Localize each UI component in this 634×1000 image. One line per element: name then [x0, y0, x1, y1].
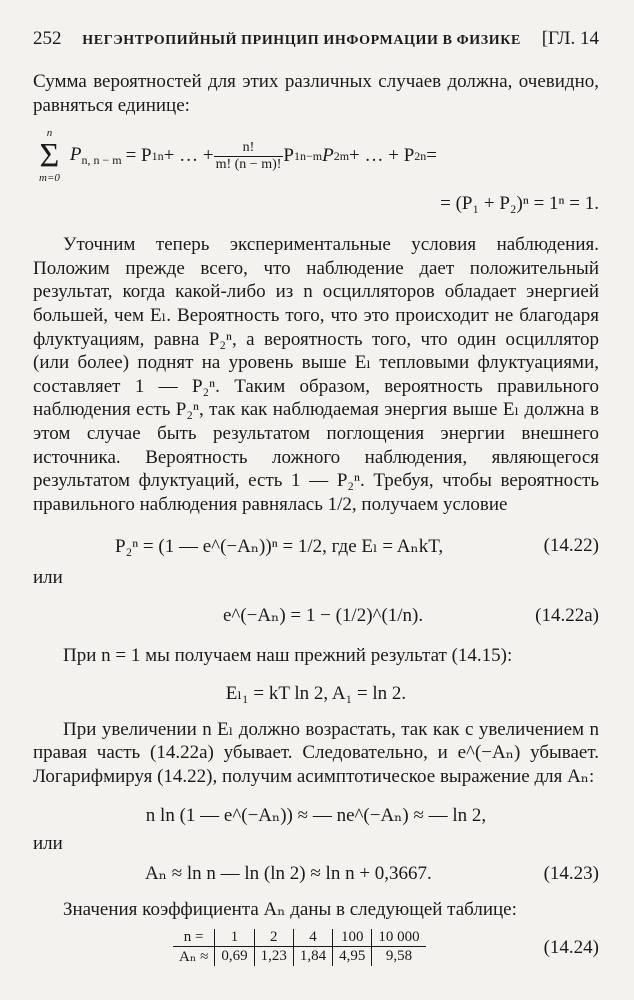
eq2-text: P₂ⁿ = (1 — e^(−Aₙ))ⁿ = 1/2, где Eₗ = AₙkT,: [115, 535, 444, 557]
eq1-lhs: P: [69, 144, 82, 166]
eq3-text: e^(−Aₙ) = 1 − (1/2)^(1/n).: [223, 605, 424, 627]
table-cell: 1,84: [293, 947, 332, 967]
eq1-part-d: + … + P: [349, 145, 415, 167]
word-or-1: или: [33, 567, 63, 589]
eq1-part-c: P: [283, 145, 294, 167]
table-cell: 10 000: [372, 929, 426, 947]
book-page: [33, 28, 599, 966]
word-or-2: или: [33, 833, 63, 855]
paragraph-1: Сумма вероятностей для этих различных случаев должна, очевидно, равняться единице:: [33, 71, 599, 116]
eq4-text: Eₗ₁ = kT ln 2, A₁ = ln 2.: [225, 683, 407, 704]
eq1-fraction: [214, 140, 284, 173]
table-cell: 2: [254, 929, 293, 947]
paragraph-4: При увеличении n Eₗ должно возрастать, так как с увеличением n правая часть (14.22a) убывает. Следовательно, и e^(−Aₙ) убывает. Логарифмируя (14.22), получим асимптотическое выражение для Aₙ:: [33, 718, 599, 787]
eq6-text: Aₙ ≈ ln n — ln (ln 2) ≈ ln n + 0,3667.: [145, 863, 432, 885]
eq2-number: (14.22): [543, 535, 599, 557]
values-table: [173, 929, 426, 966]
paragraph-2: Уточним теперь экспериментальные условия наблюдения. Положим прежде всего, что наблюдение дает положительный результат, когда какой-либо из n осцилляторов обладает энергией большей, чем Eₗ. Вероятность того, что это происходит не благодаря флуктуациям, равна P₂ⁿ, а вероятность того, что один осциллятор (или более) поднят на уровень выше Eₗ тепловыми флуктуациями, составляет 1 — P₂ⁿ. Таким образом, вероятность правильного наблюдения есть P₂ⁿ, так как наблюдаемая энергия выше Eₗ должна в этом случае быть результатом поглощения энергии внешнего источника. Вероятность ложного наблюдения, являющегося результатом флуктуаций, есть 1 — P₂ⁿ. Требуя, чтобы вероятность правильного наблюдения равнялась 1/2, получаем условие: [33, 234, 599, 515]
eq6-number: (14.23): [543, 862, 599, 884]
eq1-frac-num: n!: [214, 140, 284, 157]
page-header: [33, 28, 599, 62]
values-table-block: [33, 929, 599, 966]
table-row-n-label: n =: [173, 929, 215, 947]
table-row-a: [173, 947, 426, 967]
table-cell: 4: [293, 929, 332, 947]
page-number: 252: [33, 28, 62, 49]
sum-symbol: n Σ m=0: [39, 127, 60, 185]
paragraph-5: Значения коэффициента Aₙ даны в следующей таблице:: [63, 898, 517, 920]
eq1-part-b: + … +: [163, 145, 214, 167]
equation-14-23: [33, 856, 599, 892]
sum-lower-limit: m=0: [39, 172, 60, 185]
table-cell: 1: [215, 929, 254, 947]
chapter-label: [ГЛ. 14: [541, 28, 599, 49]
equation-result: [33, 678, 599, 710]
eq1-part-a: = P: [125, 145, 152, 167]
eq1-line2: = (P₁ + P₂)ⁿ = 1ⁿ = 1.: [440, 193, 599, 215]
eq3-number: (14.22a): [535, 604, 599, 626]
sum-upper-limit: n: [46, 127, 53, 140]
paragraph-3: При n = 1 мы получаем наш прежний результат (14.15):: [63, 644, 513, 666]
table-cell: 4,95: [333, 947, 372, 967]
table-cell: 9,58: [372, 947, 426, 967]
equation-14-22: [33, 526, 599, 566]
eq1-lhs-sub: n, n − m: [81, 153, 122, 168]
running-title: НЕГЭНТРОПИЙНЫЙ ПРИНЦИП ИНФОРМАЦИИ В ФИЗИКЕ: [82, 33, 521, 48]
table-cell: 0,69: [215, 947, 254, 967]
table-cell: 100: [333, 929, 372, 947]
equation-asymptotic: [33, 798, 599, 832]
table-row-n: [173, 929, 426, 947]
eq1-frac-den: m! (n − m)!: [215, 156, 282, 172]
equation-14-22a: [33, 594, 599, 638]
table-cell: 1,23: [254, 947, 293, 967]
table-eq-number: (14.24): [543, 936, 599, 958]
eq1-end: =: [426, 145, 438, 167]
table-row-a-label: Aₙ ≈: [179, 949, 209, 966]
eq5-text: n ln (1 — e^(−Aₙ)) ≈ — ne^(−Aₙ) ≈ — ln 2,: [145, 804, 487, 826]
equation-sum: n Σ m=0 $P_{n, n - m}$ = P 1 n + … + $\frac{n!}{m! (n - m)!}$ P 1 n−m P 2 m + … + P 2 n = = (P₁ + P₂)ⁿ = 1ⁿ = 1.: [33, 125, 599, 225]
